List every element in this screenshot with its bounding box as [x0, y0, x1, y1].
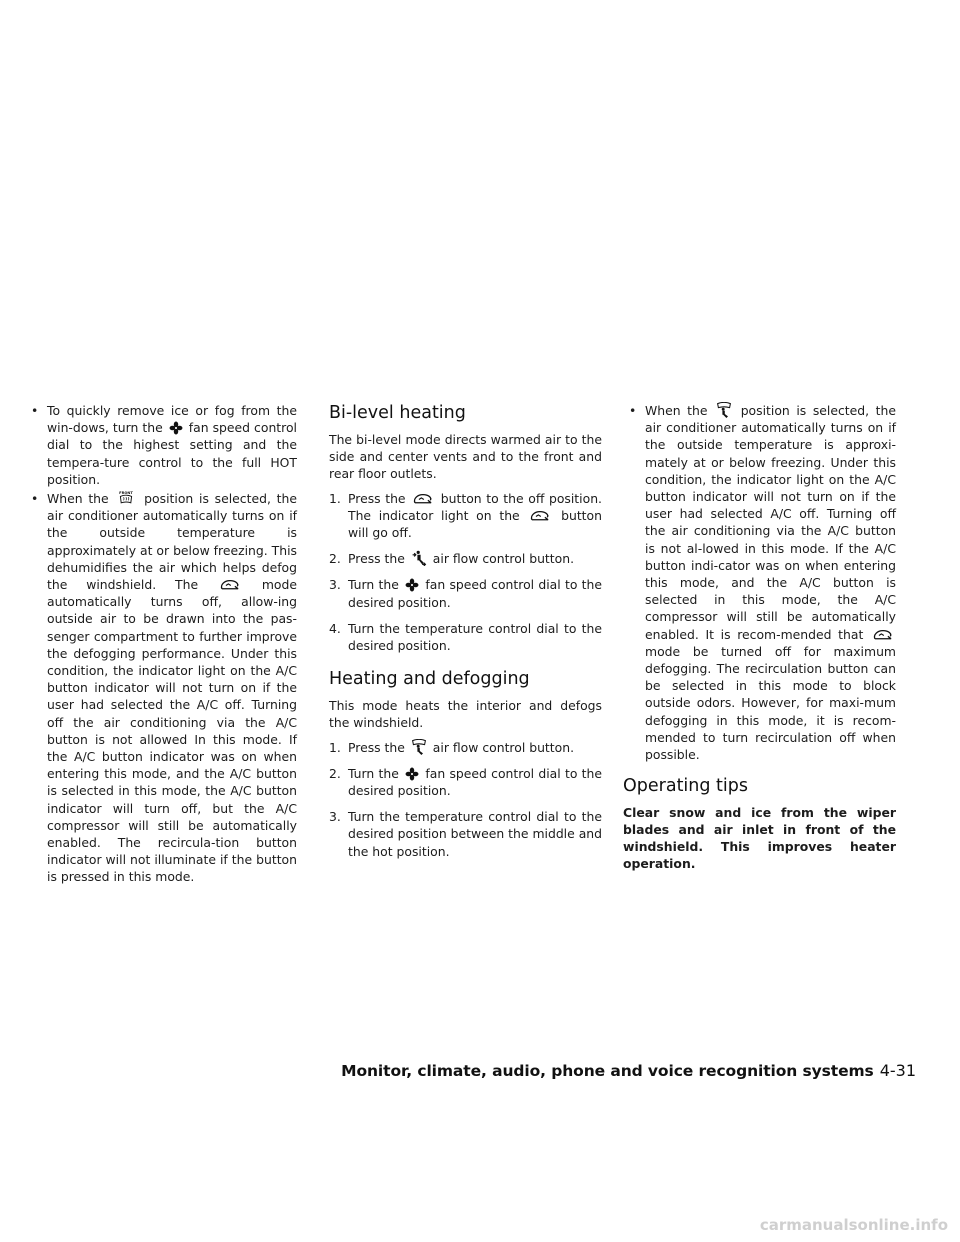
- step-number: 4.: [329, 620, 341, 636]
- step-text-part-2: fan speed control dial to the desired position.: [348, 577, 602, 610]
- recirculation-icon: [529, 510, 551, 523]
- middle-column: [329, 402, 602, 869]
- bullet-mark: •: [31, 403, 39, 418]
- step-text-part-2: button to the off position. The indicator light on the: [348, 490, 602, 523]
- section-heading-operating-tips: Operating tips: [623, 776, 749, 797]
- step-text-part-1: Press the: [348, 551, 405, 567]
- bi-level-intro: The bi-level mode directs warmed air to the side and center vents and to the front and rear floor outlets.: [329, 432, 602, 482]
- step-text-part-1: Turn the: [348, 577, 399, 593]
- bi-level-step-3: [329, 576, 602, 610]
- step-text-part-1: Press the: [348, 490, 406, 506]
- bullet-text-part-1: When the: [47, 491, 109, 507]
- section-heading-bi-level: Bi-level heating: [329, 403, 466, 423]
- heating-defogging-intro: This mode heats the interior and defogs the windshield.: [329, 698, 602, 731]
- step-text-part-2: air flow control button.: [432, 551, 575, 567]
- front-defrost-icon: [116, 490, 136, 506]
- section-heading-heating-defogging: Heating and defogging: [329, 669, 530, 690]
- bullet-mark: •: [31, 491, 39, 507]
- step-text-part-1: Press the: [348, 739, 405, 755]
- heating-defogging-step-3: [329, 808, 602, 860]
- bi-level-step-1: [329, 490, 602, 542]
- fan-icon: [405, 767, 419, 781]
- bullet-text-part-2: fan speed control dial to the highest setting and the tempera-ture control to the full HOT position.: [47, 420, 297, 487]
- left-column: [25, 402, 297, 888]
- step-number: 3.: [329, 577, 341, 593]
- operating-tip-text: Clear snow and ice from the wiper blades and air inlet in front of the windshield. This improves heater operation.: [623, 805, 896, 872]
- recirculation-icon: [412, 493, 434, 506]
- bullet-quick-defog: [25, 402, 297, 488]
- step-text: Turn the temperature control dial to the desired position between the middle and the hot position.: [348, 809, 603, 859]
- bullet-text-part-3: mode be turned off for maximum defogging. The recirculation button can be selected in this mode to block outside odors. However, for maxi-mum defogging in this mode, it is recom-mended to turn recirculation off when possible.: [645, 643, 896, 763]
- step-text-part-3: button will go off.: [348, 507, 602, 541]
- recirculation-icon: [872, 629, 894, 642]
- bilevel-airflow-icon: [411, 550, 427, 566]
- bullet-front-defrost-mode: [25, 490, 297, 886]
- page-footer: [341, 1061, 916, 1080]
- foot-defrost-icon: [716, 402, 732, 418]
- step-number: 2.: [329, 551, 341, 567]
- bullet-text-part-1: When the: [645, 403, 708, 418]
- step-number: 1.: [329, 490, 341, 506]
- step-text-part-2: air flow control button.: [432, 739, 575, 755]
- right-column: [623, 402, 896, 872]
- page-number: 4-31: [879, 1061, 916, 1080]
- bullet-text-part-3: mode automatically turns off, allow-ing outside air to be drawn into the pas-senger compartment to further improve the defogging performance. Under this condition, the indicator light on the A/C button indicator will not turn on if the user had selected the A/C off. Turning off the air conditioning via the A/C button is not allowed In this mode. If the A/C button indicator was on when entering this mode, and the A/C button is selected in this mode, the A/C button indicator will turn off, but the A/C compressor will still be automatically enabled. The recircula-tion button indicator will not illuminate if the button is pressed in this mode.: [47, 577, 297, 885]
- fan-icon: [405, 578, 419, 592]
- heating-defogging-step-1: [329, 739, 602, 756]
- fan-icon: [169, 421, 183, 435]
- bullet-text-part-2: position is selected, the air conditioner automatically turns on if the outside temperature is approximately at or below freezing. This dehumidifies the air which helps defog the windshield. The: [47, 491, 297, 593]
- bi-level-step-4: [329, 620, 602, 654]
- bullet-foot-defrost-mode: [623, 402, 896, 763]
- foot-defrost-icon: [411, 739, 427, 755]
- step-text-part-1: Turn the: [348, 765, 399, 781]
- heating-defogging-step-2: [329, 765, 602, 799]
- bi-level-step-2: [329, 550, 602, 567]
- bullet-text-part-2: position is selected, the air conditioner automatically turns on if the outside temperature is approxi-mately at or below freezing. Under this condition, the indicator light on the A/C button indicator will not turn on if the user had selected A/C off. Turning off the air conditioning via the A/C button is not al-lowed in this mode. If the A/C button indi-cator was on when entering this mode, and the A/C button is selected in this mode, the A/C compressor will still be automatically enabled. It is recom-mended that: [645, 403, 896, 642]
- step-text-part-2: fan speed control dial to the desired position.: [348, 765, 602, 799]
- bullet-mark: •: [629, 403, 637, 418]
- recirculation-icon: [219, 579, 241, 592]
- step-number: 2.: [329, 765, 341, 781]
- step-text: Turn the temperature control dial to the desired position.: [348, 620, 602, 654]
- watermark: carmanualsonline.info: [759, 1216, 948, 1234]
- bullet-text-part-1: To quickly remove ice or fog from the win-dows, turn the: [47, 403, 297, 436]
- footer-chapter-title: Monitor, climate, audio, phone and voice recognition systems: [341, 1062, 874, 1080]
- step-number: 1.: [329, 739, 341, 755]
- step-number: 3.: [329, 809, 341, 825]
